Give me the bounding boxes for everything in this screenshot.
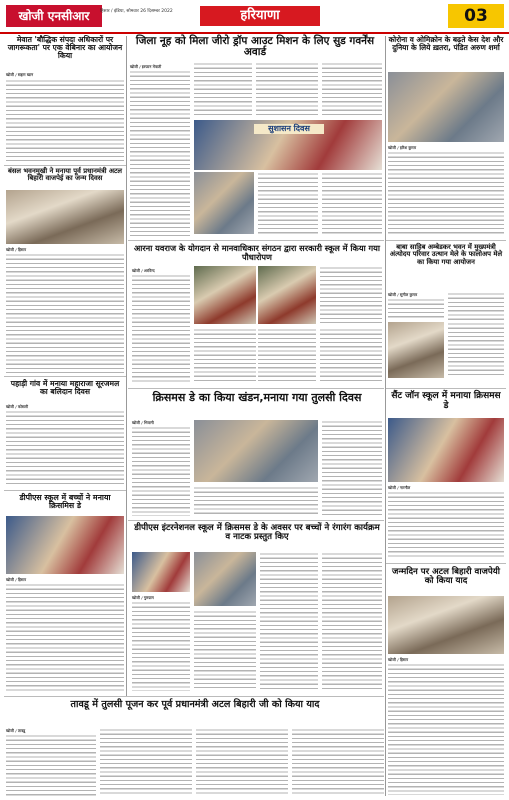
body-a2-col6 xyxy=(322,172,382,236)
headline-a4: बंसल भवनमुखी ने मनाया पूर्व प्रधानमंत्री अटल बिहारी वाजपेई का जन्म दिवस xyxy=(7,167,123,183)
byline-a6: खोजी / सुनील कुमार xyxy=(388,292,418,297)
headline-a6: बाबा साहिब अम्बेडकर भवन में मुख्यमंत्री अंत्योदय परिवार उत्थान मेले के फालोअप मेले का किया गया आयोजन xyxy=(389,243,503,266)
headline-a13: तावडू में तुलसी पूजन कर पूर्व प्रधानमंत्री अटल बिहारी जी को किया याद xyxy=(70,699,320,710)
byline-a8: खोजी / भिवानी xyxy=(132,420,154,425)
body-a7 xyxy=(6,410,124,486)
body-a5-col3 xyxy=(194,328,256,384)
body-a8-col3 xyxy=(194,486,318,516)
body-a13-col1 xyxy=(6,734,96,796)
body-a8-col2 xyxy=(322,420,382,516)
body-a2-col1 xyxy=(130,70,190,236)
byline-a11: खोजी / गुरुग्राम xyxy=(132,595,154,600)
photo-tulsi-diwas xyxy=(194,420,318,482)
body-a5-col1 xyxy=(132,274,190,384)
photo-award-small-1 xyxy=(194,172,254,234)
headline-a9: सैंट जॉन स्कूल में मनाया क्रिसमस डे xyxy=(391,391,501,411)
body-a13-col4 xyxy=(292,728,384,796)
byline-a7: खोजी / कोसली xyxy=(6,404,28,409)
photo-dps-stage xyxy=(194,552,256,606)
body-a13-col3 xyxy=(196,728,288,796)
photo-st-john-christmas xyxy=(388,418,504,482)
body-a3 xyxy=(388,151,504,235)
body-a8-col1 xyxy=(132,426,190,516)
paper-name-logo: खोजी एनसीआर xyxy=(6,5,102,27)
body-a11-col1 xyxy=(132,601,190,691)
column-rule-left xyxy=(126,36,127,696)
body-a2-col4 xyxy=(322,62,382,118)
headline-a11: डीपीएस इंटरनेशनल स्कूल में क्रिसमस डे के अवसर पर बच्चों ने रंगारंग कार्यक्रम व नाटक प्रस्तुत किए xyxy=(134,523,380,543)
edition-line: हिसार / इंडिया, सोमवार 26 दिसम्बर 2022 xyxy=(100,9,173,14)
body-a11-col3 xyxy=(260,552,318,691)
body-a11-col2 xyxy=(194,610,256,691)
photo-dps-christmas xyxy=(6,516,124,574)
byline-a4: खोजी / हिसार xyxy=(6,247,27,252)
photo-arun-sharma xyxy=(388,72,504,142)
section-title: हरियाणा xyxy=(200,6,320,26)
photo-tree-plantation-1 xyxy=(194,266,256,324)
body-a6-col2 xyxy=(448,292,504,320)
body-a1 xyxy=(6,79,124,161)
body-a12 xyxy=(388,663,504,795)
body-a6-col3 xyxy=(448,322,504,378)
body-a10 xyxy=(6,583,124,691)
byline-a2: खोजी / इरफान मेवाती xyxy=(130,64,162,69)
headline-a1: मेवात 'बौद्धिक संपदा अधिकारों पर जागरूकता' पर एक वेबिनार का आयोजन किया xyxy=(7,35,123,61)
photo-vajpayee-tribute xyxy=(388,596,504,654)
body-a13-col2 xyxy=(100,728,192,796)
column-rule-right xyxy=(385,36,386,796)
photo-award-ceremony xyxy=(194,120,382,170)
headline-a5: आरना यवराज के योगदान से मानवाधिकार संगठन द्वारा सरकारी स्कूल में किया गया पौधारोपण xyxy=(133,243,381,262)
body-a2-col3 xyxy=(256,62,318,118)
byline-a5: खोजी / अरविन्द xyxy=(132,268,155,273)
photo-antyodaya-mela xyxy=(388,322,444,378)
photo-tree-plantation-2 xyxy=(258,266,316,324)
byline-a3: खोजी / हरिश कुमार xyxy=(388,145,417,150)
headline-a10: डीपीएस स्कूल में बच्चों ने मनाया क्रिसमिस डे xyxy=(19,493,111,511)
masthead xyxy=(0,0,509,34)
body-a5-col5 xyxy=(320,328,382,384)
body-a4 xyxy=(6,253,124,373)
body-a2-col2 xyxy=(194,62,252,118)
photo-atal-tribute xyxy=(6,190,124,244)
byline-a9: खोजी / नारनौल xyxy=(388,485,411,490)
byline-a13: खोजी / तावडू xyxy=(6,728,26,733)
byline-a12: खोजी / हिसार xyxy=(388,657,409,662)
body-a2-col5 xyxy=(258,172,318,236)
photo-dps-international xyxy=(132,552,190,592)
byline-a10: खोजी / हिसार xyxy=(6,577,27,582)
photo-banner-text: सुशासन दिवस xyxy=(254,124,324,134)
body-a5-col4 xyxy=(258,328,316,384)
headline-a12: जन्मदिन पर अटल बिहारी वाजपेयी को किया याद xyxy=(391,567,501,587)
headline-a8: क्रिसमस डे का किया खंडन,मनाया गया तुलसी दिवस xyxy=(152,391,362,404)
body-a9 xyxy=(388,491,504,559)
headline-a7: पहाड़ी गांव में मनाया महाराजा सूरजमल का बलिदान दिवस xyxy=(10,379,120,397)
body-a11-col4 xyxy=(322,552,382,691)
headline-a3: कोरोना व ओमिक्रोन के बढ़ते केस देश और दुनिया के लिये ख़तरा, पंडित अरुण शर्मा xyxy=(388,35,504,52)
headline-a2: जिला नूह को मिला जीरो ड्रॉप आउट मिशन के लिए सुड गवर्नेंस अवार्ड xyxy=(135,35,375,59)
page-number: 03 xyxy=(448,4,504,28)
body-a5-col2 xyxy=(320,266,382,324)
byline-a1: खोजी / सद्दाम खान xyxy=(6,72,34,77)
body-a6-col1 xyxy=(388,298,444,320)
